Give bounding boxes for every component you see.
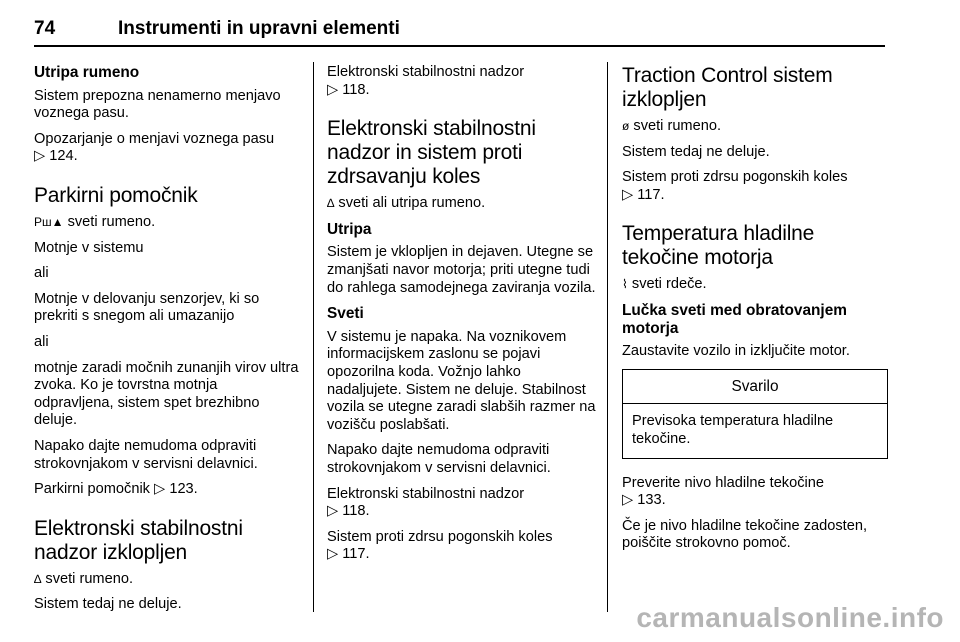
section-heading-coolant-temperature: Temperatura hladilne tekočine motorja	[622, 222, 815, 270]
page-reference[interactable]: ▷ 123.	[154, 481, 198, 498]
page-number: 74	[34, 18, 56, 39]
paragraph: ali	[34, 265, 49, 282]
paragraph: ali	[34, 333, 49, 350]
status-line	[622, 118, 888, 136]
subheading-sveti: Sveti	[327, 305, 364, 323]
esp-off-icon: ∆	[34, 571, 42, 586]
section-heading-parking-assist: Parkirni pomočnik	[34, 183, 198, 207]
section-heading-esp-traction: Elektronski stabilnostni nadzor in sistem proti zdrsavanju koles	[327, 117, 536, 189]
traction-off-icon: ø	[622, 119, 630, 133]
paragraph-cross-reference	[327, 64, 597, 99]
page-reference[interactable]: ▷ 124.	[34, 148, 78, 165]
status-line	[327, 195, 597, 213]
reference-text: Sistem proti zdrsu pogonskih koles	[622, 169, 848, 186]
status-line	[34, 571, 300, 589]
paragraph-cross-reference	[622, 169, 888, 204]
paragraph: Zaustavite vozilo in izključite motor.	[622, 343, 850, 360]
reference-text: Sistem proti zdrsu pogonskih koles	[327, 528, 553, 545]
paragraph: Napako dajte nemudoma odpraviti strokovnjakom v servisni delavnici.	[327, 442, 551, 476]
paragraph: Sistem je vklopljen in dejaven. Utegne se zmanjšati navor motorja; priti utegne tudi do rahlega samodejnega zaviranja vozila.	[327, 244, 596, 296]
status-line	[622, 276, 888, 294]
status-text: sveti rumeno.	[629, 118, 721, 134]
column-3	[622, 64, 888, 561]
paragraph: Če je nivo hladilne tekočine zadosten, poiščite strokovno pomoč.	[622, 517, 868, 552]
warning-box-text: Previsoka temperatura hladilne tekočine.	[632, 413, 834, 447]
parking-assist-icon: Pш▲	[34, 214, 64, 229]
watermark: carmanualsonline.info	[636, 602, 944, 633]
paragraph: motnje zaradi močnih zunanjih virov ultra zvoka. Ko je tovrstna motnja odpravljena, sistem spet brezhibno deluje.	[34, 359, 299, 429]
page-title: Instrumenti in upravni elementi	[118, 18, 400, 39]
page-reference[interactable]: ▷ 118.	[327, 81, 370, 98]
paragraph: Sistem prepozna nenamerno menjavo voznega pasu.	[34, 87, 281, 122]
reference-text: Elektronski stabilnostni nadzor	[327, 485, 525, 502]
reference-text: Opozarjanje o menjavi voznega pasu	[34, 130, 275, 147]
warning-box-title: Svarilo	[623, 370, 887, 405]
column-2	[327, 64, 597, 572]
page-reference[interactable]: ▷ 117.	[622, 186, 665, 203]
paragraph: Sistem tedaj ne deluje.	[34, 596, 182, 613]
paragraph-cross-reference	[622, 475, 888, 510]
warning-box	[622, 369, 888, 459]
subheading-utripa-rumeno: Utripa rumeno	[34, 64, 140, 81]
section-heading-traction-off: Traction Control sistem izklopljen	[622, 64, 833, 111]
column-divider-1	[313, 62, 314, 612]
page-header	[34, 14, 885, 44]
paragraph: Napako dajte nemudoma odpraviti strokovnjakom v servisni delavnici.	[34, 437, 258, 472]
coolant-temperature-icon: ⌇	[622, 277, 628, 292]
paragraph: Motnje v delovanju senzorjev, ki so prekriti s snegom ali umazanijo	[34, 290, 260, 325]
status-text: sveti ali utripa rumeno.	[334, 195, 486, 212]
status-text: sveti rdeče.	[627, 276, 707, 293]
paragraph: Sistem tedaj ne deluje.	[622, 143, 770, 160]
paragraph-cross-reference	[34, 131, 300, 166]
reference-text: Parkirni pomočnik	[34, 481, 150, 498]
reference-text: Elektronski stabilnostni nadzor	[327, 64, 525, 80]
subheading-lucka-sveti: Lučka sveti med obratovanjem motorja	[622, 301, 847, 337]
column-1	[34, 64, 300, 622]
paragraph: Motnje v sistemu	[34, 239, 144, 256]
status-text: sveti rumeno.	[41, 570, 133, 587]
status-text: sveti rumeno.	[63, 213, 156, 230]
page-reference[interactable]: ▷ 133.	[622, 492, 666, 509]
header-rule	[34, 45, 885, 47]
reference-text: Preverite nivo hladilne tekočine	[622, 474, 824, 491]
status-line	[34, 214, 300, 232]
page-reference[interactable]: ▷ 117.	[327, 546, 370, 563]
paragraph-cross-reference	[34, 481, 300, 499]
esp-skid-icon: ∆	[327, 196, 335, 211]
section-heading-esp-off: Elektronski stabilnostni nadzor izklopljen	[34, 516, 243, 564]
page-reference[interactable]: ▷ 118.	[327, 503, 370, 520]
column-divider-2	[607, 62, 608, 612]
paragraph: V sistemu je napaka. Na voznikovem informacijskem zaslonu se pojavi opozorilna koda. Vožnjo lahko nadaljujete. Sistem ne deluje. Stabilnost vozila se utegne zaradi slabših razmer na vozišču poslabšati.	[327, 328, 596, 433]
paragraph-cross-reference	[327, 486, 597, 521]
paragraph-cross-reference	[327, 529, 597, 564]
subheading-utripa: Utripa	[327, 220, 372, 238]
